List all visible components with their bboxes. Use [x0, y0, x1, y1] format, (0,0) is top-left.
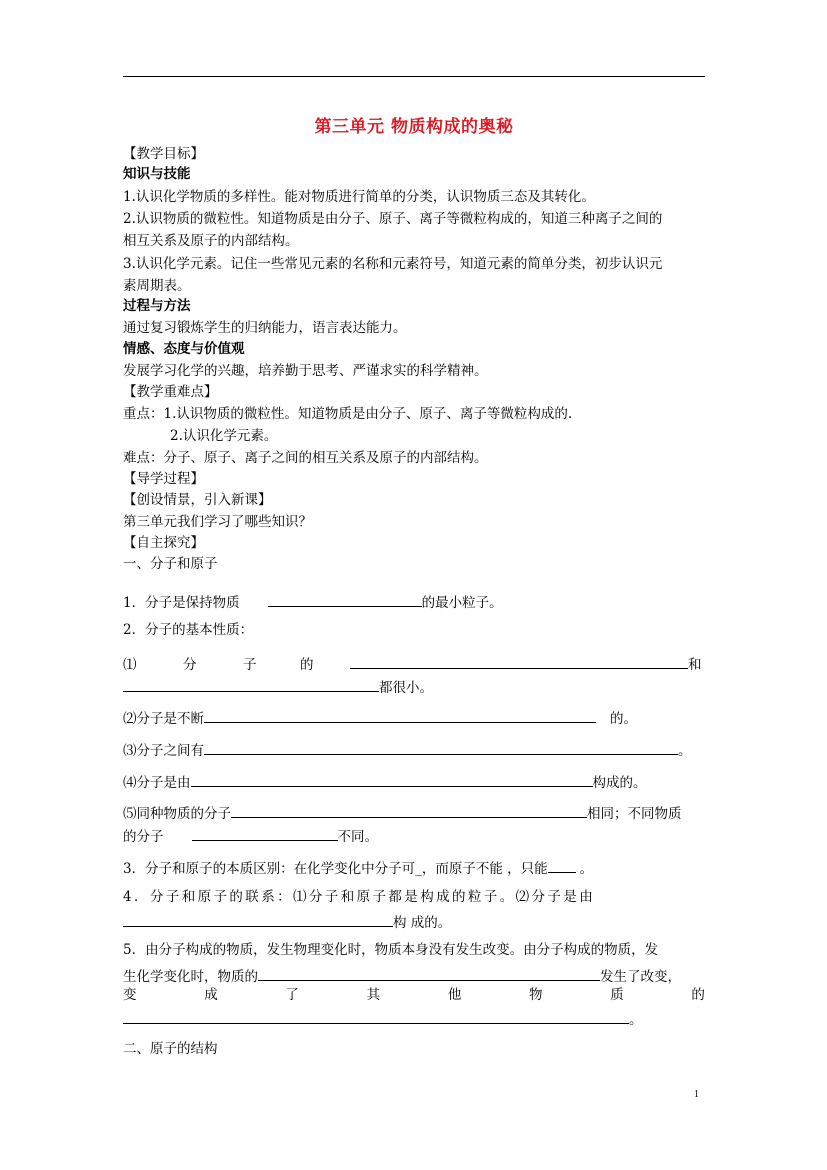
q2-3 [123, 741, 692, 759]
q2-1-word-c: 的 [300, 657, 314, 673]
q2-1-num: ⑴ [123, 657, 137, 673]
heading-process-method: 过程与方法 [123, 298, 191, 314]
q2-1-end: 都很小。 [379, 680, 433, 696]
q2-2 [123, 709, 637, 727]
q2-4 [123, 773, 647, 791]
q2-1-line-2 [123, 678, 433, 696]
q5-word-5: 他 [447, 987, 462, 1003]
question-2: 2．分子的基本性质： [123, 622, 254, 638]
q2-3-prefix: ⑶分子之间有 [123, 743, 204, 759]
goal-3-line-1: 3.认识化学元素。记住一些常见元素的名称和元素符号，知道元素的简单分类，初步认识元 [123, 256, 663, 272]
key-point-2: 2.认识化学元素。 [170, 428, 278, 444]
emotion-text: 发展学习化学的兴趣，培养勤于思考、严谨求实的科学精神。 [123, 363, 488, 379]
question-1 [123, 593, 503, 611]
q2-2-suffix: 的。 [610, 711, 637, 727]
q2-1-word-a: 分 [183, 657, 197, 673]
question-5-line-2 [123, 967, 681, 985]
q4-blank[interactable] [123, 913, 393, 927]
q2-1-word-b: 子 [243, 657, 257, 673]
q5-word-4: 其 [366, 987, 381, 1003]
q5-blank-b[interactable] [123, 1010, 629, 1024]
q5-word-2: 成 [204, 987, 218, 1003]
q5-word-3: 了 [285, 987, 299, 1003]
q2-4-blank[interactable] [191, 773, 593, 787]
section-teaching-goals: 【教学目标】 [123, 146, 204, 162]
section-intro: 【创设情景，引入新课】 [123, 492, 272, 508]
q3-end: 。 [579, 861, 594, 877]
process-text: 通过复习锻炼学生的归纳能力，语言表达能力。 [123, 320, 407, 336]
q2-5b-prefix: 的分子 [123, 829, 164, 845]
heading-emotion-values: 情感、态度与价值观 [123, 341, 245, 357]
question-4-line-1: 4．分子和原子的联系：⑴分子和原子都是构成的粒子。⑵分子是由 [123, 889, 596, 905]
q2-1 [123, 655, 702, 673]
q2-3-suffix: 。 [678, 743, 692, 759]
q2-2-prefix: ⑵分子是不断 [123, 711, 204, 727]
q5-word-6: 物 [529, 987, 543, 1003]
q5-word-7: 质 [610, 987, 624, 1003]
q4-suffix: 构 成的。 [393, 915, 452, 931]
q2-1-blank-a[interactable] [350, 655, 688, 669]
q2-3-blank[interactable] [204, 741, 678, 755]
q3-text: 3．分子和原子的本质区别：在化学变化中分子可_，而原子不能 ，只能 [123, 861, 548, 877]
q5-blank-a[interactable] [258, 967, 600, 981]
q5-line4-end: 。 [629, 1012, 643, 1028]
q2-2-blank[interactable] [204, 709, 596, 723]
section-key-points: 【教学重难点】 [123, 384, 218, 400]
q2-1-blank-b[interactable] [123, 678, 379, 692]
section-guide-process: 【导学过程】 [123, 471, 204, 487]
q3-blank[interactable] [548, 859, 576, 873]
intro-question: 第三单元我们学习了哪些知识？ [123, 514, 312, 530]
question-4-line-2 [123, 913, 451, 931]
q2-4-suffix: 构成的。 [592, 775, 647, 791]
goal-2-line-1: 2.认识物质的微粒性。知道物质是由分子、原子、离子等微粒构成的，知道三种离子之间的 [123, 211, 663, 227]
q1-blank[interactable] [268, 593, 422, 607]
section-self-explore: 【自主探究】 [123, 535, 204, 551]
q5-word-8: 的 [691, 987, 705, 1003]
q2-4-prefix: ⑷分子是由 [123, 775, 191, 791]
heading-knowledge-skills: 知识与技能 [123, 166, 191, 182]
goal-2-line-2: 相互关系及原子的内部结构。 [123, 233, 299, 249]
question-5-line-1: 5．由分子构成的物质，发生物理变化时，物质本身没有发生改变。由分子构成的物质，发 [123, 942, 659, 958]
page-number: 1 [694, 1089, 699, 1100]
page-title: 第三单元 物质构成的奥秘 [314, 117, 514, 137]
q2-5-line-2 [123, 827, 378, 845]
difficulty-text: 难点：分子、原子、离子之间的相互关系及原子的内部结构。 [123, 450, 488, 466]
question-3 [123, 859, 593, 877]
q1-suffix: 的最小粒子。 [421, 595, 503, 611]
q2-5b-suffix: 不同。 [337, 829, 378, 845]
q2-1-and: 和 [688, 657, 702, 673]
question-5-line-3 [123, 989, 705, 1003]
q2-5-mid: 相同；不同物质 [587, 806, 682, 822]
part-2-heading: 二、原子的结构 [123, 1041, 218, 1057]
key-point-1: 重点：1.认识物质的微粒性。知道物质是由分子、原子、离子等微粒构成的. [123, 406, 573, 422]
goal-3-line-2: 素周期表。 [123, 278, 191, 294]
q2-5-blank-a[interactable] [231, 804, 587, 818]
goal-1: 1.认识化学物质的多样性。能对物质进行简单的分类，认识物质三态及其转化。 [123, 189, 595, 205]
q5-word-1: 变 [123, 987, 137, 1003]
header-rule [123, 76, 705, 77]
part-1-heading: 一、分子和原子 [123, 556, 218, 572]
question-5-line-4 [123, 1010, 643, 1028]
q5-line2-suffix: 发生了改变， [600, 969, 681, 985]
q2-5-prefix: ⑸同种物质的分子 [123, 806, 231, 822]
q1-prefix: 1．分子是保持物质 [123, 595, 240, 611]
q5-line2-prefix: 生化学变化时，物质的 [123, 969, 258, 985]
q2-5 [123, 804, 682, 822]
q2-5-blank-b[interactable] [192, 827, 338, 841]
